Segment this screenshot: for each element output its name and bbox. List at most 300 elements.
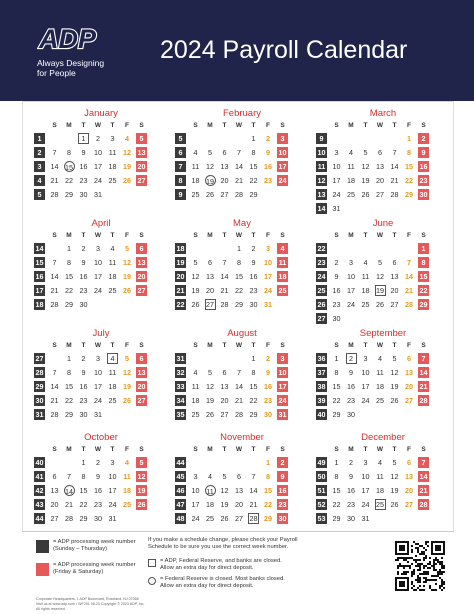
day-cell: 19 (220, 500, 229, 509)
qr-module (439, 563, 441, 565)
day-cell: 29 (249, 410, 258, 419)
day-cell: 10 (332, 162, 341, 171)
day-cell: 19 (390, 382, 399, 391)
legend-weekend-line-1: = ADP processing week number (53, 562, 136, 568)
day-cell: 24 (94, 396, 102, 405)
day-cell: 17 (264, 272, 272, 281)
day-cell: 15 (249, 162, 258, 171)
day-cell: 17 (278, 162, 287, 171)
day-cell: 1 (407, 134, 411, 143)
day-cell: 21 (50, 286, 59, 295)
qr-module (423, 581, 425, 583)
qr-module (433, 565, 435, 567)
week-number: 49 (317, 458, 326, 467)
weekday-label: T (110, 446, 115, 453)
qr-module (397, 571, 399, 573)
week-number: 36 (317, 354, 326, 363)
qr-module (427, 541, 429, 543)
day-cell: 25 (376, 500, 384, 509)
day-cell: 7 (237, 148, 241, 157)
qr-module (441, 589, 443, 591)
month-name: January (84, 108, 118, 119)
day-cell: 15 (79, 486, 88, 495)
day-cell: 9 (96, 472, 100, 481)
qr-module (423, 547, 425, 549)
day-cell: 1 (237, 244, 241, 253)
weekday-label: M (348, 122, 354, 129)
day-cell: 3 (334, 148, 339, 157)
day-cell: 30 (79, 190, 88, 199)
day-cell: 25 (361, 300, 370, 309)
weekday-label: T (392, 232, 397, 239)
day-cell: 10 (361, 472, 370, 481)
qr-module (423, 573, 425, 575)
day-cell: 10 (278, 148, 287, 157)
qr-code-icon[interactable] (395, 541, 445, 591)
day-cell: 16 (79, 272, 88, 281)
week-number: 11 (317, 162, 326, 171)
day-cell: 16 (94, 486, 102, 495)
qr-code-graphic (395, 541, 445, 591)
week-number: 22 (176, 300, 185, 309)
day-cell: 12 (376, 272, 384, 281)
qr-module (399, 565, 401, 567)
day-cell: 29 (65, 300, 73, 309)
day-cell: 21 (419, 486, 428, 495)
day-cell: 25 (376, 396, 384, 405)
day-cell: 28 (50, 410, 59, 419)
day-cell: 2 (334, 258, 339, 267)
day-cell: 13 (235, 486, 243, 495)
qr-module (413, 585, 415, 587)
qr-module (421, 551, 423, 553)
weekday-label: M (348, 342, 354, 349)
day-cell: 2 (81, 244, 86, 253)
day-cell: 26 (206, 190, 214, 199)
day-cell: 6 (136, 353, 147, 364)
qr-module (397, 565, 399, 567)
day-cell: 25 (347, 190, 355, 199)
qr-module (425, 549, 427, 551)
qr-module (441, 579, 443, 581)
qr-module (435, 579, 437, 581)
day-cell: 5 (125, 244, 129, 253)
day-cell: 17 (191, 500, 200, 509)
day-cell: 6 (237, 472, 241, 481)
week-number: 44 (176, 458, 185, 467)
day-cell: 28 (419, 396, 428, 405)
qr-module (403, 573, 405, 575)
day-cell: 29 (249, 190, 258, 199)
day-cell: 4 (378, 354, 382, 363)
day-cell: 19 (206, 396, 214, 405)
qr-module (441, 561, 443, 563)
day-cell: 20 (220, 176, 229, 185)
page-title: 2024 Payroll Calendar (160, 36, 408, 64)
day-cell: 16 (79, 382, 88, 391)
week-number: 4 (34, 175, 45, 186)
day-cell: 4 (107, 353, 118, 364)
qr-module (397, 567, 399, 569)
weekday-label: S (193, 446, 198, 453)
day-cell: 20 (235, 500, 243, 509)
qr-module (405, 559, 407, 561)
qr-module (435, 569, 437, 571)
corporate-info (36, 597, 166, 612)
weekday-label: S (421, 122, 426, 129)
week-number: 18 (176, 244, 185, 253)
day-cell: 4 (378, 458, 382, 467)
week-number: 2 (34, 147, 45, 158)
day-cell: 15 (65, 163, 73, 172)
qr-module (423, 567, 425, 569)
day-cell: 11 (361, 272, 370, 281)
qr-module (439, 577, 441, 579)
closure-all-line-2: Allow an extra day for direct deposit. (160, 565, 254, 571)
qr-module (409, 565, 411, 567)
tagline-line-2: for People (37, 68, 76, 78)
qr-module (415, 561, 417, 563)
weekday-label: S (421, 232, 426, 239)
day-cell: 28 (235, 190, 243, 199)
week-number: 9 (316, 133, 327, 144)
qr-module (417, 579, 419, 581)
week-number: 42 (35, 486, 44, 495)
qr-module (425, 579, 427, 581)
qr-module (397, 559, 399, 561)
day-cell: 5 (208, 148, 212, 157)
day-cell: 18 (376, 486, 384, 495)
qr-module (419, 569, 421, 571)
day-cell: 25 (206, 514, 214, 523)
day-cell: 9 (81, 258, 86, 267)
week-number: 16 (35, 272, 44, 281)
qr-module (411, 557, 413, 559)
day-cell: 25 (191, 190, 200, 199)
qr-module (417, 569, 419, 571)
qr-module (435, 563, 437, 565)
day-cell: 14 (50, 272, 59, 281)
day-cell: 26 (376, 300, 384, 309)
qr-module (417, 547, 419, 549)
weekday-label: S (280, 342, 285, 349)
week-number: 18 (35, 300, 44, 309)
day-cell: 23 (278, 500, 287, 509)
qr-module (423, 571, 425, 573)
tagline (37, 58, 117, 78)
weekday-label: T (81, 232, 86, 239)
weekday-label: T (222, 122, 227, 129)
week-number: 19 (176, 258, 185, 267)
week-number: 27 (35, 354, 44, 363)
day-cell: 28 (235, 410, 243, 419)
qr-module (427, 571, 429, 573)
qr-module (413, 589, 415, 591)
day-cell: 20 (376, 176, 384, 185)
footer (0, 531, 474, 615)
qr-module (425, 577, 427, 579)
day-cell: 23 (79, 176, 88, 185)
qr-module (425, 571, 427, 573)
day-cell: 28 (220, 300, 229, 309)
day-cell: 8 (251, 148, 256, 157)
qr-module (431, 575, 433, 577)
qr-module (421, 553, 423, 555)
weekday-label: T (81, 342, 86, 349)
week-number: 28 (35, 368, 44, 377)
day-cell: 13 (137, 148, 146, 157)
qr-module (431, 565, 433, 567)
closure-all-line-1: = ADP, Federal Reserve, and banks are closed. (160, 558, 282, 564)
day-cell: 9 (349, 472, 353, 481)
qr-module (417, 559, 419, 561)
week-number: 24 (317, 272, 326, 281)
week-number: 10 (317, 148, 326, 157)
qr-module (423, 589, 425, 591)
qr-module (397, 573, 399, 575)
qr-finder (435, 545, 441, 551)
day-cell: 30 (79, 300, 88, 309)
weekday-label: T (222, 446, 227, 453)
day-cell: 20 (137, 162, 146, 171)
qr-module (429, 585, 431, 587)
day-cell: 2 (96, 134, 100, 143)
week-number: 50 (317, 472, 326, 481)
day-cell: 27 (235, 514, 243, 523)
week-number: 30 (35, 396, 44, 405)
qr-module (405, 573, 407, 575)
qr-module (405, 565, 407, 567)
day-cell: 8 (251, 368, 256, 377)
qr-module (407, 565, 409, 567)
day-cell: 8 (67, 368, 71, 377)
day-cell: 8 (418, 257, 429, 268)
weekday-label: S (280, 232, 285, 239)
day-cell: 1 (81, 458, 86, 467)
day-cell: 24 (361, 500, 370, 509)
weekday-label: S (139, 446, 144, 453)
qr-module (401, 557, 403, 559)
day-cell: 21 (235, 396, 243, 405)
day-cell: 4 (125, 134, 129, 143)
day-cell: 20 (50, 500, 59, 509)
day-cell: 12 (123, 258, 131, 267)
day-cell: 29 (405, 190, 413, 199)
weekday-label: T (363, 342, 368, 349)
day-cell: 7 (392, 148, 397, 157)
qr-module (407, 557, 409, 559)
qr-module (441, 563, 443, 565)
day-cell: 14 (235, 382, 243, 391)
qr-module (421, 545, 423, 547)
weekday-label: W (235, 122, 243, 129)
week-number: 46 (176, 486, 185, 495)
day-cell: 1 (334, 354, 339, 363)
qr-module (419, 573, 421, 575)
qr-module (443, 587, 445, 589)
day-cell: 13 (220, 162, 229, 171)
day-cell: 9 (251, 258, 256, 267)
weekday-label: S (334, 342, 339, 349)
day-cell: 5 (208, 368, 212, 377)
weekday-label: S (334, 122, 339, 129)
day-cell: 15 (332, 382, 341, 391)
weekday-label: F (266, 446, 270, 453)
week-number: 29 (35, 382, 44, 391)
day-cell: 24 (361, 396, 370, 405)
day-cell: 4 (125, 458, 129, 467)
day-cell: 20 (405, 382, 413, 391)
week-number: 35 (176, 410, 185, 419)
qr-module (441, 581, 443, 583)
day-cell: 13 (390, 272, 399, 281)
qr-module (443, 581, 445, 583)
day-cell: 29 (65, 410, 73, 419)
weekday-label: W (235, 446, 243, 453)
legend-weekend-text (53, 562, 153, 576)
day-cell: 24 (94, 286, 102, 295)
week-number: 6 (175, 147, 186, 158)
week-number: 40 (317, 410, 326, 419)
legend-week-text (53, 539, 153, 553)
qr-module (433, 569, 435, 571)
day-cell: 17 (332, 176, 341, 185)
day-cell: 26 (220, 514, 229, 523)
qr-module (421, 589, 423, 591)
day-cell: 29 (65, 190, 73, 199)
week-number: 38 (317, 382, 326, 391)
qr-module (425, 555, 427, 557)
day-cell: 14 (390, 162, 399, 171)
day-cell: 30 (419, 190, 428, 199)
day-cell: 14 (65, 487, 73, 496)
week-number: 14 (317, 204, 326, 213)
day-cell: 23 (419, 176, 428, 185)
month-name: August (227, 328, 257, 339)
day-cell: 5 (378, 258, 382, 267)
qr-module (419, 553, 421, 555)
qr-module (433, 561, 435, 563)
weekday-label: W (94, 122, 102, 129)
day-cell: 18 (108, 382, 117, 391)
day-cell: 29 (235, 300, 243, 309)
day-cell: 21 (50, 176, 59, 185)
day-cell: 13 (220, 382, 229, 391)
day-cell: 10 (264, 258, 272, 267)
day-cell: 31 (332, 204, 341, 213)
corp-line-1: Corporate Headquarters, 1 ADP Boulevard, Roseland, NJ 07068 (36, 597, 139, 601)
qr-module (439, 573, 441, 575)
qr-module (439, 569, 441, 571)
day-cell: 21 (65, 500, 73, 509)
qr-finder (399, 545, 405, 551)
day-cell: 3 (266, 244, 270, 253)
day-cell: 18 (191, 396, 200, 405)
qr-module (417, 549, 419, 551)
weekday-label: S (334, 446, 339, 453)
weekday-label: T (110, 232, 115, 239)
qr-module (419, 563, 421, 565)
day-cell: 11 (108, 258, 117, 267)
qr-module (411, 587, 413, 589)
day-cell: 19 (361, 176, 370, 185)
day-cell: 6 (392, 258, 397, 267)
weekday-label: S (193, 232, 198, 239)
day-cell: 14 (419, 368, 428, 377)
week-number: 1 (34, 133, 45, 144)
day-cell: 5 (193, 258, 198, 267)
day-cell: 11 (206, 487, 214, 496)
day-cell: 24 (332, 190, 341, 199)
week-number: 44 (35, 514, 44, 523)
day-cell: 24 (94, 176, 102, 185)
day-cell: 28 (50, 190, 59, 199)
day-cell: 3 (96, 354, 100, 363)
day-cell: 18 (347, 176, 355, 185)
qr-module (419, 565, 421, 567)
day-cell: 27 (137, 396, 146, 405)
day-cell: 30 (249, 300, 258, 309)
weekday-label: S (139, 232, 144, 239)
day-cell: 3 (277, 353, 288, 364)
weekday-label: M (207, 232, 213, 239)
day-cell: 19 (206, 177, 214, 186)
day-cell: 30 (347, 514, 355, 523)
qr-module (439, 585, 441, 587)
week-number: 43 (35, 500, 44, 509)
day-cell: 17 (94, 162, 102, 171)
day-cell: 1 (418, 243, 429, 254)
day-cell: 23 (79, 396, 88, 405)
day-cell: 8 (334, 472, 339, 481)
day-cell: 17 (347, 286, 355, 295)
qr-module (417, 565, 419, 567)
qr-module (443, 565, 445, 567)
day-cell: 9 (349, 368, 353, 377)
day-cell: 14 (220, 272, 229, 281)
day-cell: 12 (123, 148, 131, 157)
weekday-label: M (348, 232, 354, 239)
day-cell: 16 (419, 162, 428, 171)
day-cell: 15 (235, 272, 243, 281)
day-cell: 27 (405, 396, 413, 405)
qr-module (423, 585, 425, 587)
day-cell: 7 (222, 258, 227, 267)
qr-module (415, 565, 417, 567)
weekday-label: M (348, 446, 354, 453)
day-cell: 4 (363, 258, 368, 267)
qr-module (411, 583, 413, 585)
day-cell: 1 (251, 354, 256, 363)
weekday-label: F (125, 232, 129, 239)
day-cell: 9 (418, 147, 429, 158)
qr-module (443, 571, 445, 573)
week-number: 31 (176, 354, 185, 363)
day-cell: 28 (390, 190, 399, 199)
qr-module (411, 571, 413, 573)
qr-module (429, 563, 431, 565)
day-cell: 14 (419, 472, 428, 481)
day-cell: 13 (137, 368, 146, 377)
qr-module (417, 563, 419, 565)
week-number: 15 (35, 258, 44, 267)
weekday-label: F (125, 342, 129, 349)
day-cell: 14 (50, 162, 59, 171)
day-cell: 29 (419, 300, 428, 309)
week-number: 48 (176, 514, 185, 523)
week-number: 26 (317, 300, 326, 309)
day-cell: 19 (123, 272, 131, 281)
